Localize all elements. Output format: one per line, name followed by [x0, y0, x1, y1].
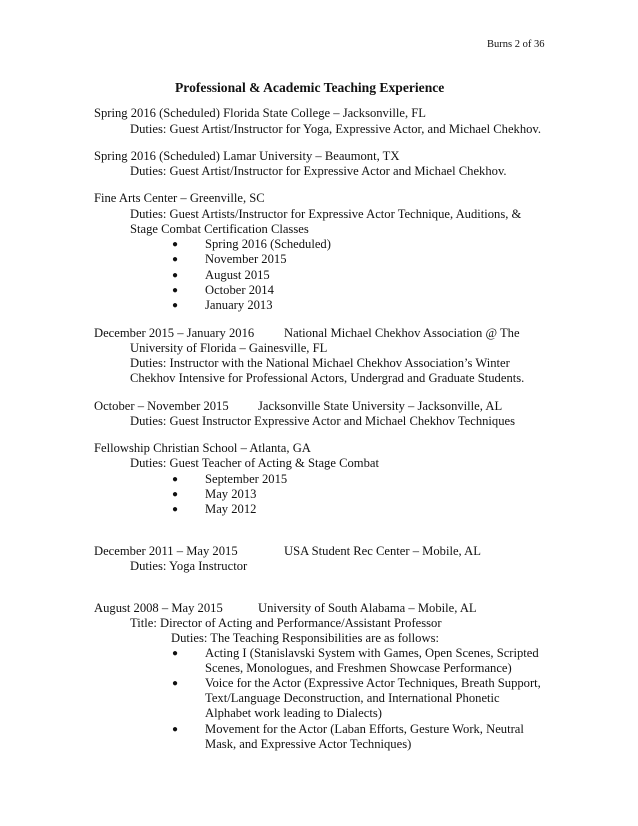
entry-place: USA Student Rec Center – Mobile, AL [284, 544, 481, 558]
list-item: May 2013 [205, 487, 257, 501]
bullet-icon: ● [172, 270, 179, 281]
list-item: May 2012 [205, 502, 257, 516]
list-item: October 2014 [205, 283, 274, 297]
list-item: January 2013 [205, 298, 273, 312]
bullet-icon: ● [172, 648, 179, 659]
bullet-icon: ● [172, 254, 179, 265]
course-item: Scenes, Monologues, and Freshmen Showcase Performance) [205, 661, 512, 675]
bullet-icon: ● [172, 474, 179, 485]
entry-heading: Spring 2016 (Scheduled) Florida State College – Jacksonville, FL [94, 106, 426, 120]
entry-place: Jacksonville State University – Jacksonville, AL [258, 399, 503, 413]
bullet-icon: ● [172, 724, 179, 735]
bullet-icon: ● [172, 239, 179, 250]
entry-duties: Duties: The Teaching Responsibilities are as follows: [171, 631, 439, 645]
entry-duties: Duties: Instructor with the National Michael Chekhov Association’s Winter [130, 356, 510, 370]
entry-date-range: December 2015 – January 2016 [94, 326, 255, 340]
course-item: Alphabet work leading to Dialects) [205, 706, 382, 720]
course-item: Movement for the Actor (Laban Efforts, Gesture Work, Neutral [205, 722, 524, 736]
course-item: Text/Language Deconstruction, and International Phonetic [205, 691, 500, 705]
entry-date-range: December 2011 – May 2015 [94, 544, 238, 558]
entry-heading: Fellowship Christian School – Atlanta, GA [94, 441, 311, 455]
entry-duties: Duties: Guest Artist/Instructor for Expressive Actor and Michael Chekhov. [130, 164, 507, 178]
entry-duties: Duties: Guest Artist/Instructor for Yoga, Expressive Actor, and Michael Chekhov. [130, 122, 542, 136]
entry-duties: Stage Combat Certification Classes [130, 222, 309, 236]
bullet-icon: ● [172, 285, 179, 296]
entry-heading: Fine Arts Center – Greenville, SC [94, 191, 265, 205]
entry-heading: Spring 2016 (Scheduled) Lamar University – Beaumont, TX [94, 149, 400, 163]
bullet-icon: ● [172, 678, 179, 689]
entry-duties: Chekhov Intensive for Professional Actors, Undergrad and Graduate Students. [130, 371, 525, 385]
list-item: September 2015 [205, 472, 288, 486]
entry-place: National Michael Chekhov Association @ The [284, 326, 520, 340]
section-title: Professional & Academic Teaching Experience [175, 80, 445, 95]
list-item: November 2015 [205, 252, 287, 266]
course-item: Voice for the Actor (Expressive Actor Techniques, Breath Support, [205, 676, 541, 690]
entry-date-range: August 2008 – May 2015 [94, 601, 223, 615]
entry-place: University of Florida – Gainesville, FL [130, 341, 328, 355]
bullet-icon: ● [172, 300, 179, 311]
list-item: August 2015 [205, 268, 270, 282]
entry-duties: Duties: Yoga Instructor [130, 559, 248, 573]
entry-title: Title: Director of Acting and Performance/Assistant Professor [130, 616, 442, 630]
bullet-icon: ● [172, 504, 179, 515]
entry-date-range: October – November 2015 [94, 399, 229, 413]
course-item: Acting I (Stanislavski System with Games, Open Scenes, Scripted [205, 646, 539, 660]
course-item: Mask, and Expressive Actor Techniques) [205, 737, 412, 751]
entry-place: University of South Alabama – Mobile, AL [258, 601, 477, 615]
entry-duties: Duties: Guest Artists/Instructor for Expressive Actor Technique, Auditions, & [130, 207, 522, 221]
entry-duties: Duties: Guest Teacher of Acting & Stage Combat [130, 456, 379, 470]
list-item: Spring 2016 (Scheduled) [205, 237, 331, 251]
entry-duties: Duties: Guest Instructor Expressive Actor and Michael Chekhov Techniques [130, 414, 516, 428]
page-number-header: Burns 2 of 36 [487, 39, 545, 50]
bullet-icon: ● [172, 489, 179, 500]
